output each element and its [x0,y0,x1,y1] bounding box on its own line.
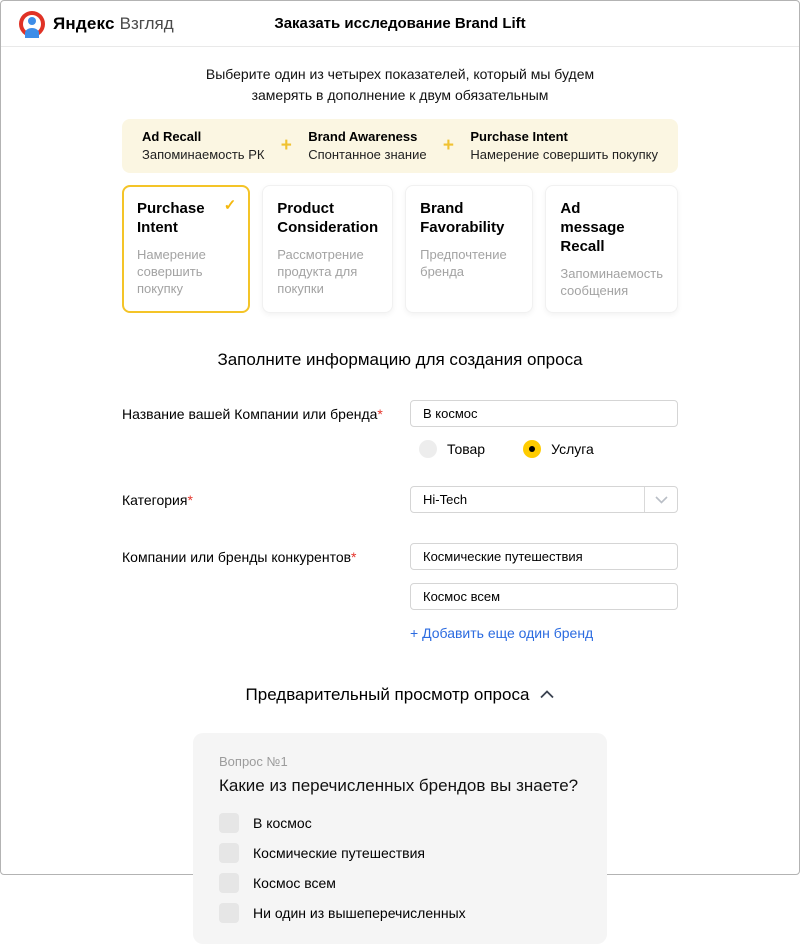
category-row [122,486,678,513]
competitors-label: Компании или бренды конкурентов* [122,549,357,565]
radio-usluga[interactable] [523,440,594,458]
survey-form [122,400,678,643]
checkmark-icon: ✓ [223,197,237,214]
company-name-label: Название вашей Компании или бренда* [122,406,383,422]
banner-item-ad-recall [142,128,264,164]
competitors-row [122,543,678,643]
yandex-vzglyad-logo-icon [19,11,45,37]
competitor-brand-input-1[interactable] [410,543,678,570]
question-options [219,813,581,923]
preview-heading[interactable] [122,685,678,705]
radio-selected-icon[interactable] [523,440,541,458]
card-subtitle: Запоминаемость сообщения [560,266,663,298]
metric-card-purchase-intent[interactable] [122,185,250,313]
question-text: Какие из перечисленных брендов вы знаете? [219,776,579,795]
banner-item-title: Purchase Intent [470,129,568,144]
chevron-down-icon[interactable] [644,487,677,512]
plus-icon: + [442,135,455,156]
preview-heading-text: Предварительный просмотр опроса [245,685,530,704]
question-option [219,903,581,923]
checkbox-icon[interactable] [219,903,239,923]
chevron-up-icon[interactable] [540,686,554,704]
banner-item-subtitle: Спонтанное знание [308,147,427,162]
radio-label: Услуга [551,441,594,457]
survey-preview-card [193,733,607,944]
form-heading: Заполните информацию для создания опроса [217,350,583,369]
checkbox-icon[interactable] [219,843,239,863]
banner-item-purchase-intent [470,128,658,164]
logo-product-text: Взгляд [119,13,174,33]
page-title: Заказать исследование Brand Lift [274,15,526,32]
banner-item-subtitle: Запоминаемость РК [142,147,265,162]
card-title: Product Consideration [277,200,379,236]
intro-text [122,64,678,106]
metric-cards [122,185,678,313]
add-brand-link[interactable]: + Добавить еще один бренд [410,625,594,641]
category-select[interactable] [410,486,678,513]
yandex-vzglyad-logo[interactable] [19,11,174,37]
category-select-value: Hi-Tech [423,492,468,507]
option-label: Ни один из вышеперечисленных [253,905,466,921]
logo-brand-text: Яндекс [53,13,115,33]
question-option [219,873,581,893]
required-asterisk: * [351,549,357,565]
intro-line-2: замерять в дополнение к двум обязательным [251,87,549,103]
option-label: Космос всем [253,875,336,891]
option-label: В космос [253,815,312,831]
radio-label: Товар [447,441,486,457]
card-subtitle: Рассмотрение продукта для покупки [277,247,364,296]
metric-card-brand-favorability[interactable] [405,185,533,313]
company-name-input[interactable] [410,400,678,427]
metric-card-ad-message-recall[interactable] [545,185,678,313]
metric-card-product-consideration[interactable] [262,185,393,313]
checkbox-icon[interactable] [219,813,239,833]
question-option [219,843,581,863]
banner-item-subtitle: Намерение совершить покупку [470,147,658,162]
radio-tovar[interactable] [419,440,485,458]
card-title: Ad message Recall [560,200,625,255]
card-title: Brand Favorability [420,200,505,236]
checkbox-icon[interactable] [219,873,239,893]
card-subtitle: Намерение совершить покупку [137,247,206,296]
radio-unselected-icon[interactable] [419,440,437,458]
banner-item-title: Ad Recall [142,129,202,144]
question-option [219,813,581,833]
card-subtitle: Предпочтение бренда [420,247,507,279]
product-type-radios [410,440,678,458]
banner-item-title: Brand Awareness [308,129,418,144]
question-number: Вопрос №1 [219,754,288,769]
header [1,1,799,47]
plus-icon: + [280,135,292,156]
option-label: Космические путешествия [253,845,425,861]
competitor-brand-input-2[interactable] [410,583,678,610]
mandatory-metrics-banner [122,119,678,173]
intro-line-1: Выберите один из четырех показателей, который мы будем [205,66,595,82]
required-asterisk: * [377,406,383,422]
banner-item-brand-awareness [308,128,426,164]
company-name-row [122,400,678,458]
required-asterisk: * [187,492,193,508]
card-title: Purchase Intent [137,200,205,236]
category-label: Категория* [122,492,193,508]
